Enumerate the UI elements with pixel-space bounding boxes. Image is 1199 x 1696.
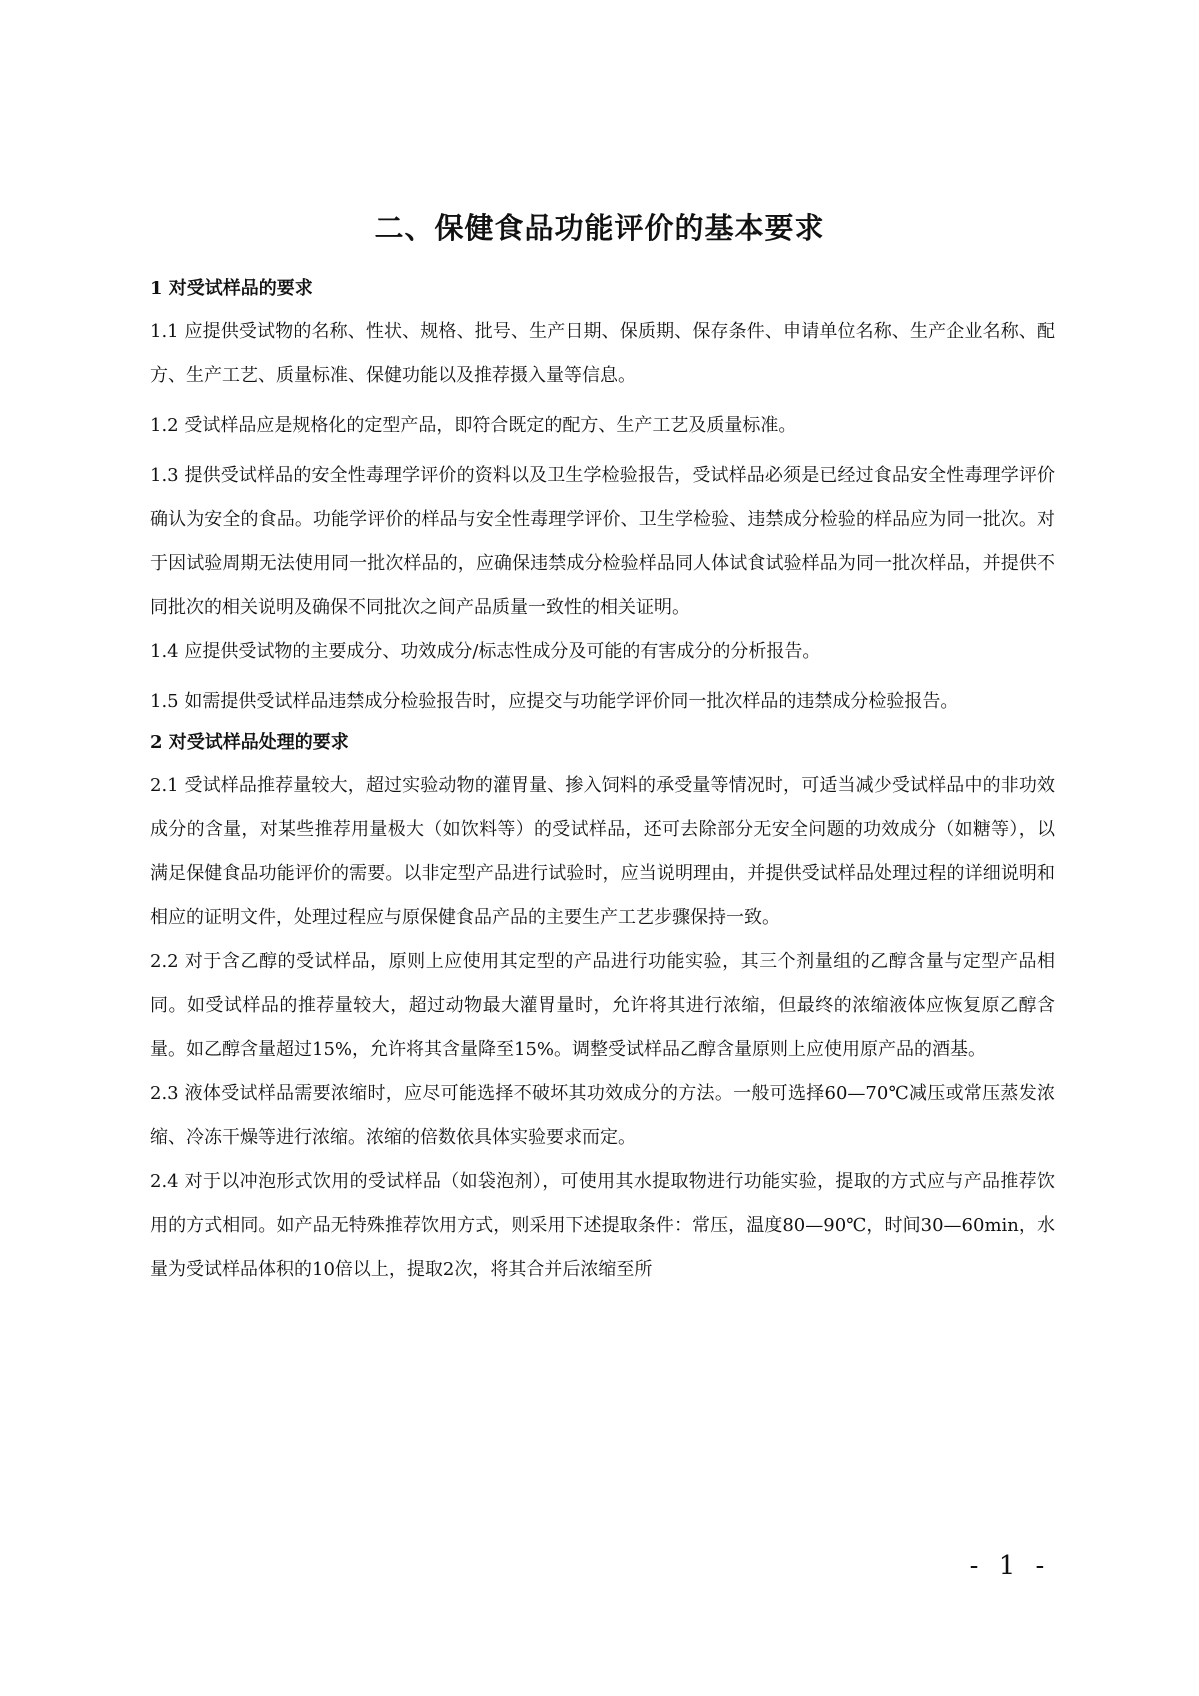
paragraph-1-1: 1.1 应提供受试物的名称、性状、规格、批号、生产日期、保质期、保存条件、申请单位名称、生产企业名称、配方、生产工艺、质量标准、保健功能以及推荐摄入量等信息。: [150, 321, 1055, 386]
paragraph-1-2: 1.2 受试样品应是规格化的定型产品，即符合既定的配方、生产工艺及质量标准。: [150, 415, 797, 436]
page-number: - 1 -: [969, 1551, 1051, 1581]
paragraph-2-1: 2.1 受试样品推荐量较大，超过实验动物的灌胃量、掺入饲料的承受量等情况时，可适当减少受试样品中的非功效成分的含量，对某些推荐用量极大（如饮料等）的受试样品，还可去除部分无安全问题的功效成分（如糖等），以满足保健食品功能评价的需要。以非定型产品进行试验时，应当说明理由，并提供受试样品处理过程的详细说明和相应的证明文件，处理过程应与原保健食品产品的主要生产工艺步骤保持一致。: [150, 775, 1055, 928]
page-title: 二、保健食品功能评价的基本要求: [374, 211, 825, 245]
document-body: [150, 276, 1055, 1292]
section-heading-2: 2 对受试样品处理的要求: [150, 732, 349, 753]
paragraph-2-4: 2.4 对于以冲泡形式饮用的受试样品（如袋泡剂），可使用其水提取物进行功能实验，提取的方式应与产品推荐饮用的方式相同。如产品无特殊推荐饮用方式，则采用下述提取条件：常压，温度80—90℃，时间30—60min，水量为受试样品体积的10倍以上，提取2次，将其合并后浓缩至所: [150, 1171, 1055, 1280]
paragraph-1-4: 1.4 应提供受试物的主要成分、功效成分/标志性成分及可能的有害成分的分析报告。: [150, 641, 821, 662]
paragraph-1-3: 1.3 提供受试样品的安全性毒理学评价的资料以及卫生学检验报告，受试样品必须是已经过食品安全性毒理学评价确认为安全的食品。功能学评价的样品与安全性毒理学评价、卫生学检验、违禁成分检验的样品应为同一批次。对于因试验周期无法使用同一批次样品的，应确保违禁成分检验样品同人体试食试验样品为同一批次样品，并提供不同批次的相关说明及确保不同批次之间产品质量一致性的相关证明。: [150, 465, 1055, 618]
paragraph-2-2: 2.2 对于含乙醇的受试样品，原则上应使用其定型的产品进行功能实验，其三个剂量组的乙醇含量与定型产品相同。如受试样品的推荐量较大，超过动物最大灌胃量时，允许将其进行浓缩，但最终的浓缩液体应恢复原乙醇含量。如乙醇含量超过15%，允许将其含量降至15%。调整受试样品乙醇含量原则上应使用原产品的酒基。: [150, 951, 1055, 1060]
paragraph-1-5: 1.5 如需提供受试样品违禁成分检验报告时，应提交与功能学评价同一批次样品的违禁成分检验报告。: [150, 691, 959, 712]
section-heading-1: 1 对受试样品的要求: [150, 278, 313, 299]
paragraph-2-3: 2.3 液体受试样品需要浓缩时，应尽可能选择不破坏其功效成分的方法。一般可选择60—70℃减压或常压蒸发浓缩、冷冻干燥等进行浓缩。浓缩的倍数依具体实验要求而定。: [150, 1083, 1055, 1148]
